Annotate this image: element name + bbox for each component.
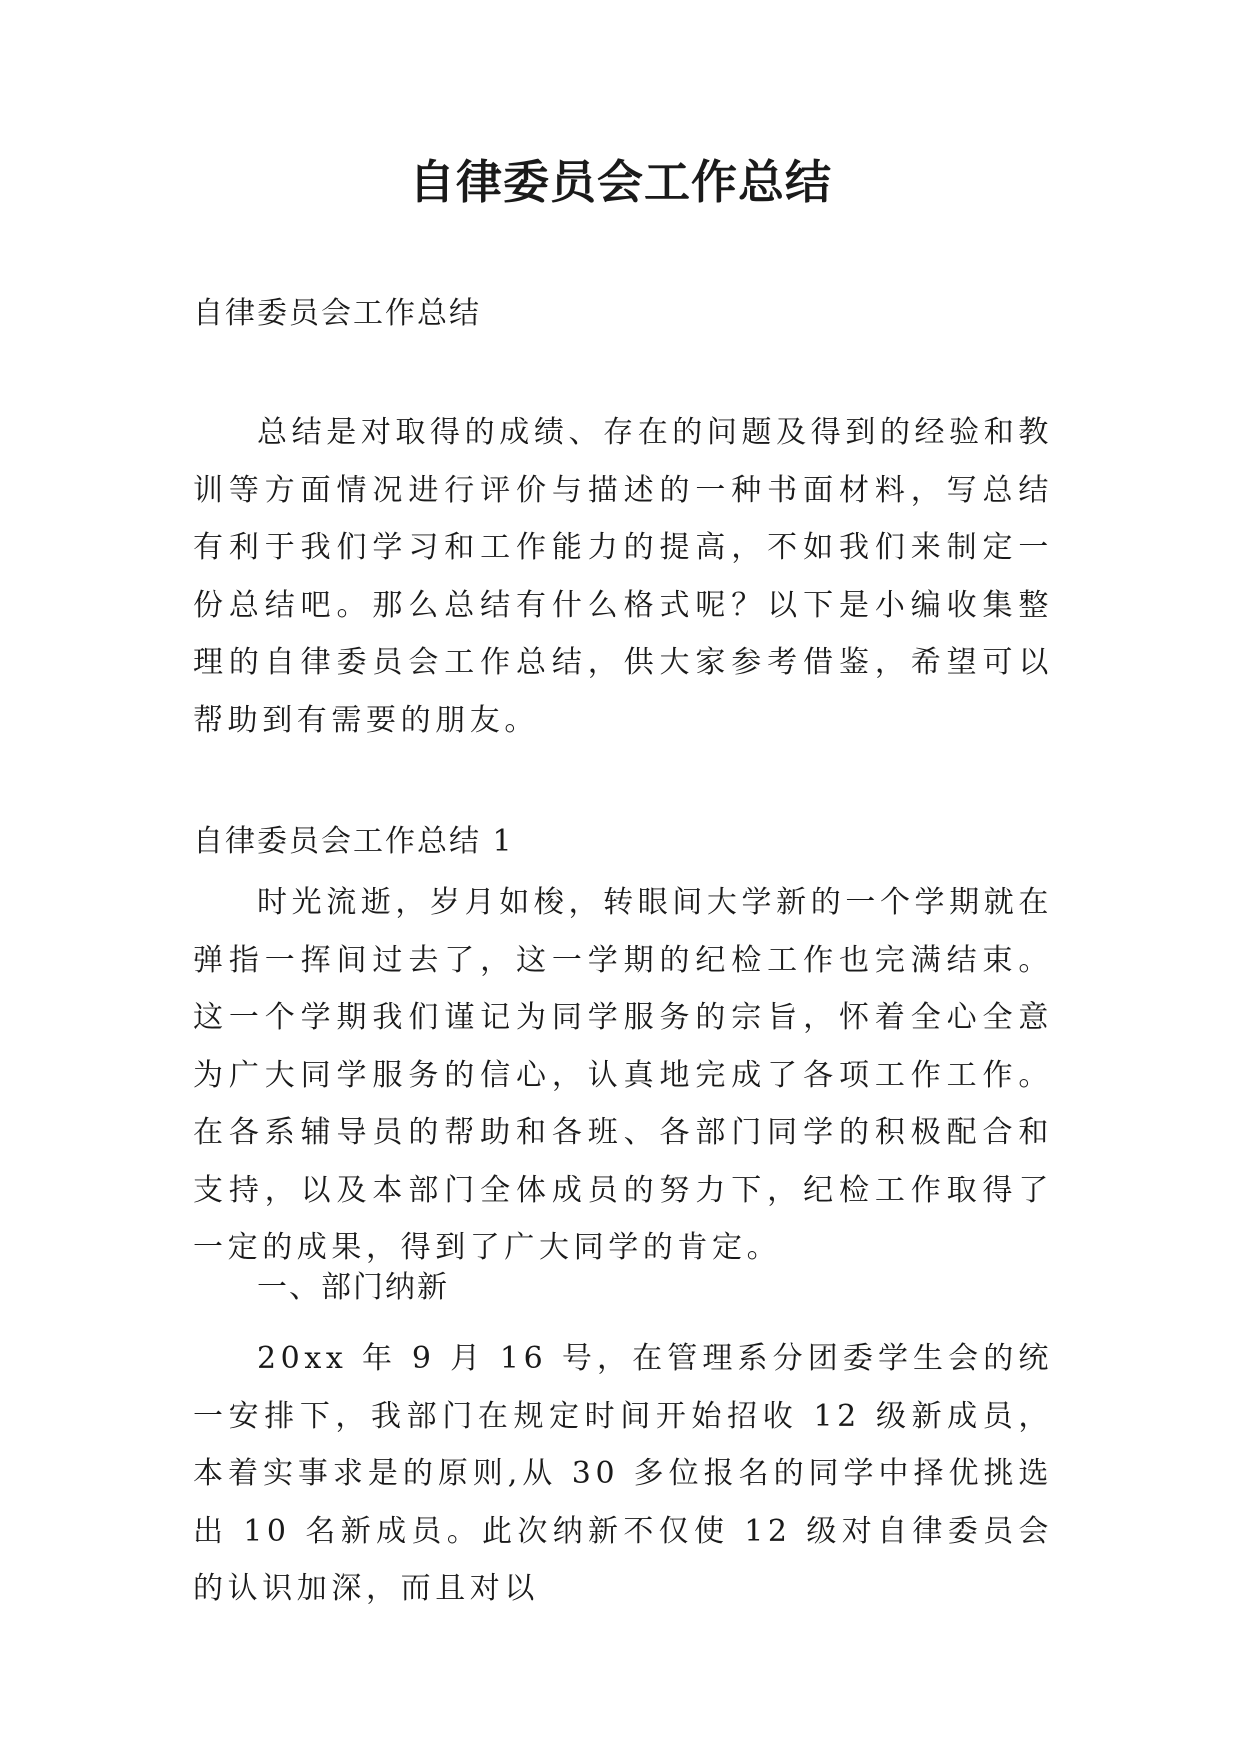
document-subtitle: 自律委员会工作总结	[193, 296, 481, 331]
intro-paragraph: 总结是对取得的成绩、存在的问题及得到的经验和教训等方面情况进行评价与描述的一种书面材料，写总结有利于我们学习和工作能力的提高，不如我们来制定一份总结吧。那么总结有什么格式呢？以下是小编收集整理的自律委员会工作总结，供大家参考借鉴，希望可以帮助到有需要的朋友。	[193, 415, 1053, 738]
section-1-paragraph-2: 20xx 年 9 月 16 号，在管理系分团委学生会的统一安排下，我部门在规定时间开始招收 12 级新成员，本着实事求是的原则,从 30 多位报名的同学中择优挑选出 10 名新成员。此次纳新不仅使 12 级对自律委员会的认识加深，而且对以	[193, 1341, 1053, 1606]
document-title: 自律委员会工作总结	[409, 155, 832, 209]
section-1-heading: 自律委员会工作总结 1	[193, 824, 514, 859]
section-1-paragraph-1: 时光流逝，岁月如梭，转眼间大学新的一个学期就在弹指一挥间过去了，这一学期的纪检工作也完满结束。这一个学期我们谨记为同学服务的宗旨，怀着全心全意为广大同学服务的信心，认真地完成了各项工作工作。在各系辅导员的帮助和各班、各部门同学的积极配合和支持，以及本部门全体成员的努力下，纪检工作取得了一定的成果，得到了广大同学的肯定。	[193, 885, 1053, 1265]
section-1-sub-heading: 一、部门纳新	[257, 1270, 449, 1305]
